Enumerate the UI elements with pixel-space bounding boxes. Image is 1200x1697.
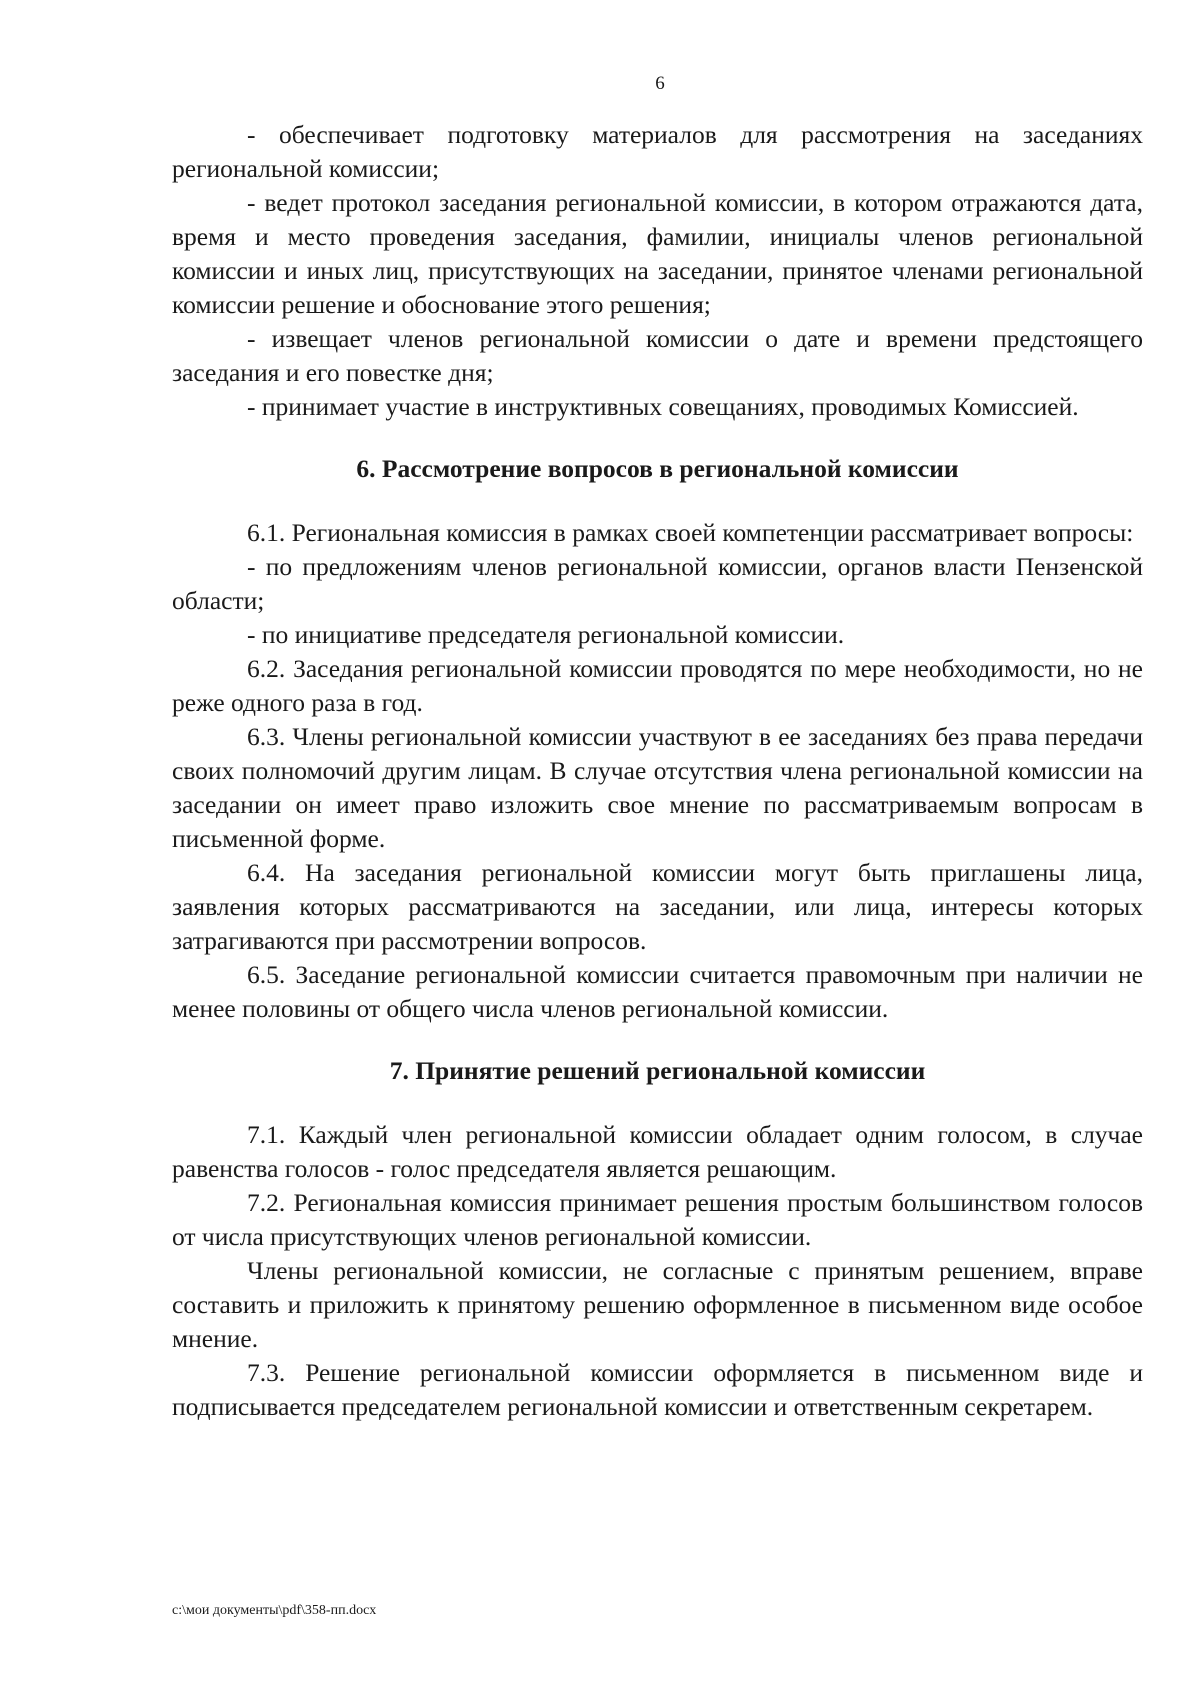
paragraph: - по предложениям членов региональной комиссии, органов власти Пензенской области;	[172, 552, 1143, 615]
list-item: - извещает членов региональной комиссии о дате и времени предстоящего заседания и его повестке дня;	[172, 324, 1143, 387]
section-6-heading: 6. Рассмотрение вопросов в региональной комиссии	[356, 454, 959, 483]
list-item: - обеспечивает подготовку материалов для рассмотрения на заседаниях региональной комиссии;	[172, 120, 1143, 183]
paragraph: Члены региональной комиссии, не согласные с принятым решением, вправе составить и приложить к принятому решению оформленное в письменном виде особое мнение.	[172, 1256, 1143, 1353]
paragraph: 6.1. Региональная комиссия в рамках своей компетенции рассматривает вопросы:	[247, 518, 1134, 547]
paragraph: 6.3. Члены региональной комиссии участвуют в ее заседаниях без права передачи своих полномочий другим лицам. В случае отсутствия члена региональной комиссии на заседании он имеет право изложить свое мнение по рассматриваемым вопросам в письменной форме.	[172, 722, 1143, 853]
list-item: - ведет протокол заседания региональной комиссии, в котором отражаются дата, время и место проведения заседания, фамилии, инициалы членов региональной комиссии и иных лиц, присутствующих на заседании, принятое членами региональной комиссии решение и обоснование этого решения;	[172, 188, 1143, 319]
paragraph: 6.5. Заседание региональной комиссии считается правомочным при наличии не менее половины от общего числа членов региональной комиссии.	[172, 960, 1143, 1023]
list-item: - принимает участие в инструктивных совещаниях, проводимых Комиссией.	[247, 392, 1079, 421]
section-7-heading: 7. Принятие решений региональной комиссии	[389, 1056, 926, 1085]
paragraph: 6.2. Заседания региональной комиссии проводятся по мере необходимости, но не реже одного раза в год.	[172, 654, 1143, 717]
paragraph: 7.1. Каждый член региональной комиссии обладает одним голосом, в случае равенства голосов - голос председателя является решающим.	[172, 1120, 1143, 1183]
page-number: 6	[655, 73, 665, 94]
footer-file-path: c:\мои документы\pdf\358-пп.docx	[172, 1603, 377, 1618]
paragraph: 6.4. На заседания региональной комиссии могут быть приглашены лица, заявления которых рассматриваются на заседании, или лица, интересы которых затрагиваются при рассмотрении вопросов.	[172, 858, 1143, 955]
document-body	[172, 118, 1143, 1424]
paragraph: - по инициативе председателя региональной комиссии.	[247, 620, 845, 649]
paragraph: 7.2. Региональная комиссия принимает решения простым большинством голосов от числа присутствующих членов региональной комиссии.	[172, 1188, 1143, 1251]
paragraph: 7.3. Решение региональной комиссии оформляется в письменном виде и подписывается председателем региональной комиссии и ответственным секретарем.	[172, 1358, 1143, 1421]
